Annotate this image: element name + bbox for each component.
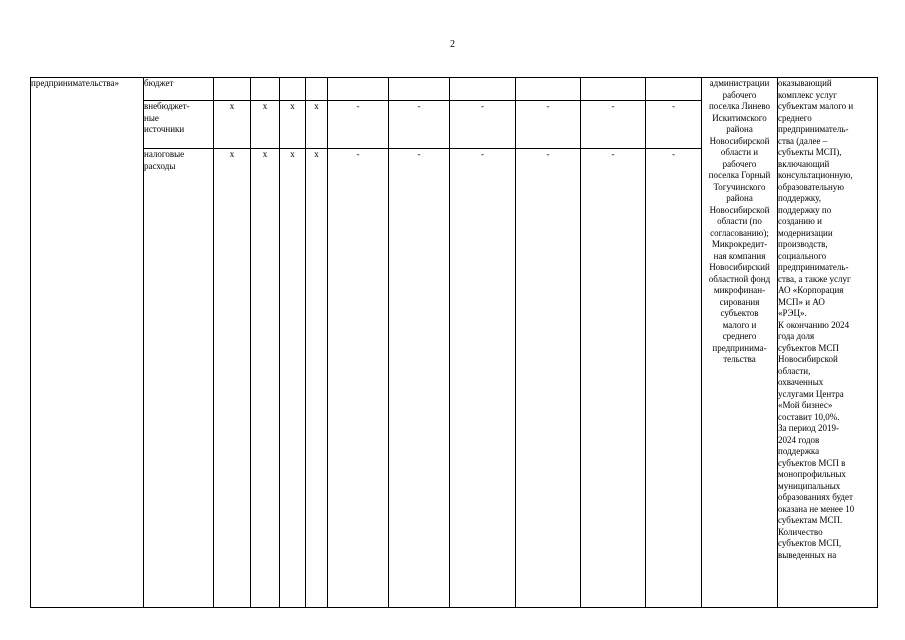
value-cell: - (646, 101, 702, 149)
value-cell (280, 78, 306, 101)
executors-text: администрации рабочего поселка Линево Искитимского района Новосибирской области и рабочего поселка Горный Тогучинского района Новосибирской области (по согласованию); Микрокредит- ная компания Новосибирский областной фонд микрофинан- сирования субъектов малого и среднего предпринима- тельства (708, 78, 771, 364)
value-cell (214, 78, 251, 101)
funding-source-cell: внебюджет- ные источники (144, 101, 214, 149)
value-cell: x (280, 101, 306, 149)
value-cell (450, 78, 516, 101)
value-cell: x (306, 101, 328, 149)
funding-source-cell: налоговые расходы (144, 149, 214, 608)
value-cell: x (251, 149, 280, 608)
value-cell: - (450, 149, 516, 608)
table-row (31, 78, 878, 101)
value-cell (328, 78, 389, 101)
value-cell: - (389, 101, 450, 149)
value-cell: - (328, 101, 389, 149)
value-cell: x (214, 149, 251, 608)
value-cell: - (646, 149, 702, 608)
value-cell: - (328, 149, 389, 608)
value-cell: - (581, 101, 646, 149)
value-cell (251, 78, 280, 101)
value-cell: - (516, 149, 581, 608)
value-cell: - (450, 101, 516, 149)
result-cell (778, 78, 878, 608)
value-cell: x (280, 149, 306, 608)
program-table (30, 77, 878, 608)
row-label: предпринимательства» (31, 78, 120, 88)
value-cell: x (214, 101, 251, 149)
value-cell (646, 78, 702, 101)
value-cell: x (251, 101, 280, 149)
value-cell (389, 78, 450, 101)
value-cell: - (516, 101, 581, 149)
value-cell (581, 78, 646, 101)
value-cell: x (306, 149, 328, 608)
value-cell (516, 78, 581, 101)
executors-cell (702, 78, 778, 608)
result-text: оказывающий комплекс услуг субъектам малого и среднего предприниматель- ства (далее – субъекты МСП), включающий консультационную, образовательную поддержку, поддержку по созданию и модернизации производств, социального предприниматель- ства, а также услуг АО «Корпорация МСП» и АО «РЭЦ». К окончанию 2024 года доля субъектов МСП Новосибирской области, охваченных услугами Центра «Мой бизнес» составит 10,0%. За период 2019- 2024 годов поддержка субъектов МСП в монопрофильных муниципальных образованиях будет оказана не менее 10 субъектам МСП. Количество субъектов МСП, выведенных на (778, 78, 855, 560)
page-number: 2 (450, 39, 455, 50)
row-label-cell (31, 78, 144, 608)
value-cell: - (581, 149, 646, 608)
value-cell: - (389, 149, 450, 608)
funding-source-cell: бюджет (144, 78, 214, 101)
value-cell (306, 78, 328, 101)
